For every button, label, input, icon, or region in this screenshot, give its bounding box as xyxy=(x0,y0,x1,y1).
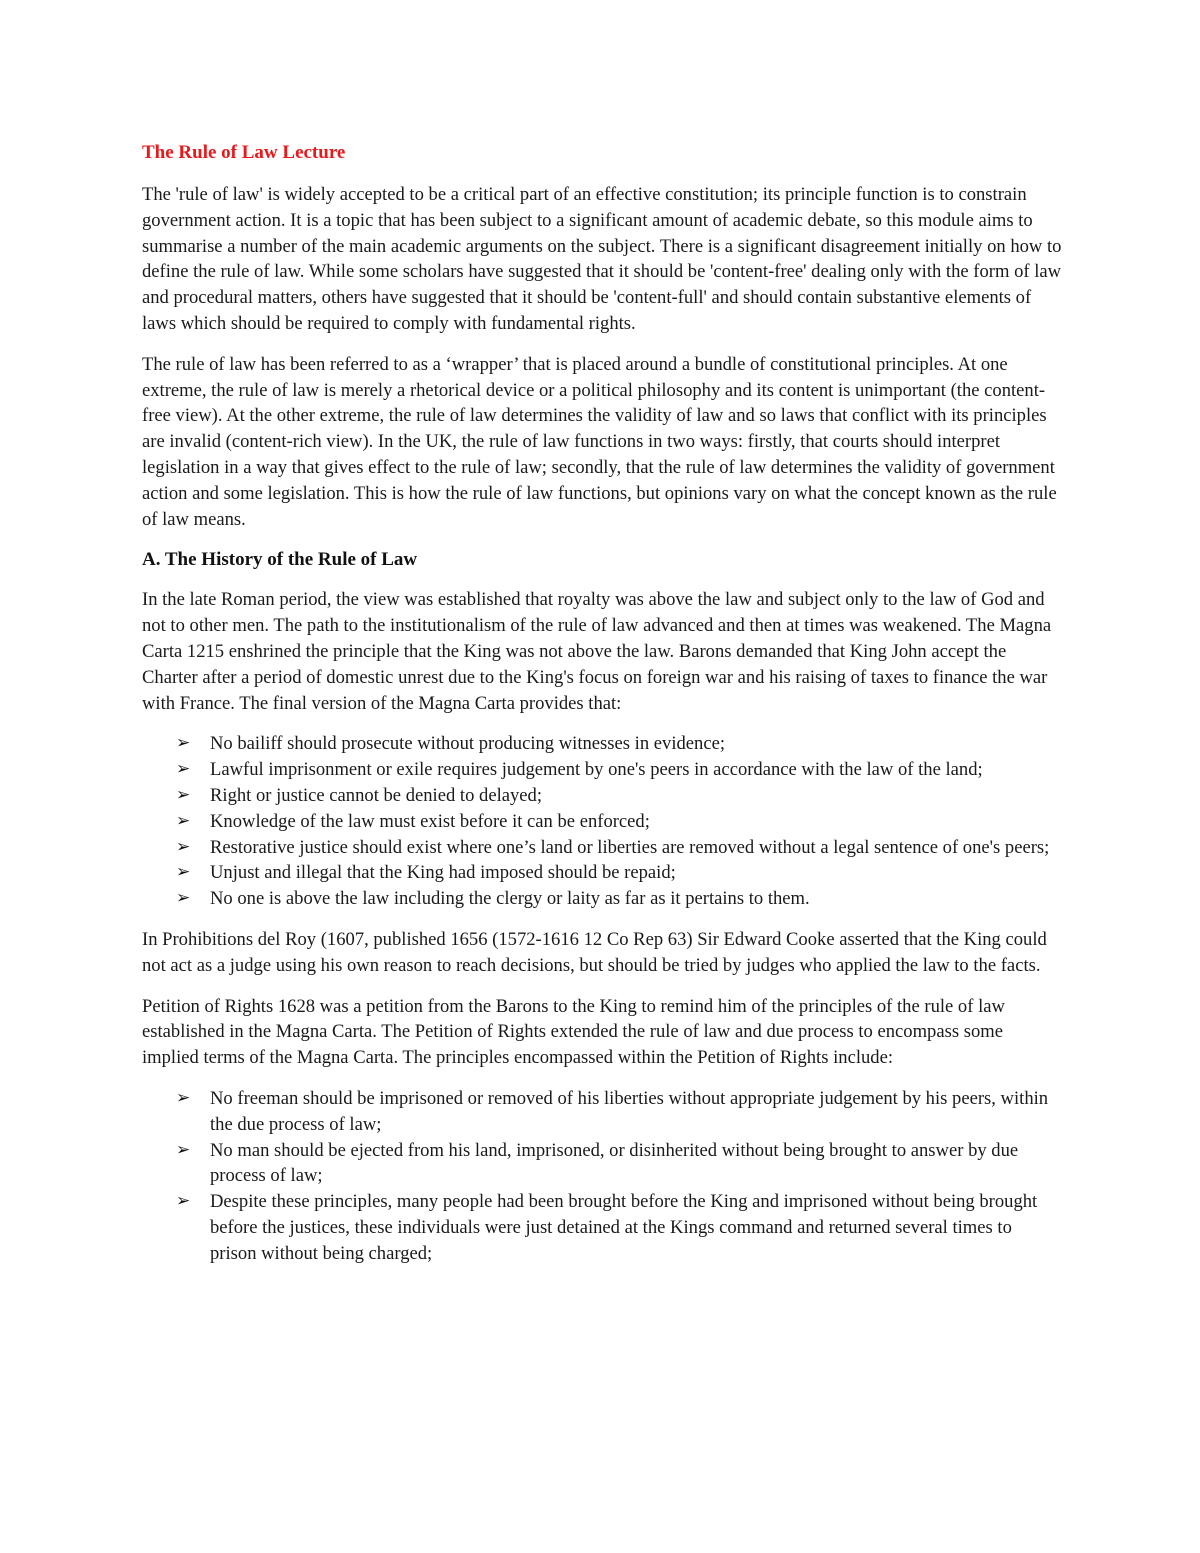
arrow-bullet-icon: ➢ xyxy=(176,836,191,857)
arrow-bullet-icon: ➢ xyxy=(176,733,191,754)
arrow-bullet-icon: ➢ xyxy=(176,810,191,831)
list-item xyxy=(142,886,1062,912)
list-item-text: Knowledge of the law must exist before it can be enforced; xyxy=(210,810,650,832)
list-item xyxy=(142,860,1062,886)
arrow-bullet-icon: ➢ xyxy=(176,888,191,909)
arrow-bullet-icon: ➢ xyxy=(176,862,191,883)
list-item-text: Restorative justice should exist where one’s land or liberties are removed without a legal sentence of one's peers; xyxy=(210,836,1050,858)
list-item-text: No man should be ejected from his land, imprisoned, or disinherited without being brought to answer by due process of law; xyxy=(210,1139,1019,1187)
list-item-text: No one is above the law including the clergy or laity as far as it pertains to them. xyxy=(210,888,810,910)
arrow-bullet-icon: ➢ xyxy=(176,1087,191,1108)
document-page xyxy=(142,140,1062,1281)
history-paragraph-1: In the late Roman period, the view was established that royalty was above the law and subject only to the law of God and not to other men. The path to the institutionalism of the rule of law advanced and then at times was weakened. The Magna Carta 1215 enshrined the principle that the King was not above the law. Barons demanded that King John accept the Charter after a period of domestic unrest due to the King's focus on foreign war and his raising of taxes to finance the war with France. The final version of the Magna Carta provides that: xyxy=(142,589,1052,714)
list-item xyxy=(142,1086,1062,1138)
arrow-bullet-icon: ➢ xyxy=(176,1191,191,1212)
list-item-text: Despite these principles, many people had been brought before the King and imprisoned without being brought before the justices, these individuals were just detained at the Kings command and returned several times to prison without being charged; xyxy=(210,1191,1038,1264)
list-item-text: No bailiff should prosecute without producing witnesses in evidence; xyxy=(210,733,726,755)
list-item xyxy=(142,1138,1062,1190)
list-item-text: Lawful imprisonment or exile requires judgement by one's peers in accordance with the law of the land; xyxy=(210,759,983,781)
list-item xyxy=(142,757,1062,783)
section-heading-history: A. The History of the Rule of Law xyxy=(142,549,418,571)
list-item-text: No freeman should be imprisoned or removed of his liberties without appropriate judgement by his peers, within the due process of law; xyxy=(210,1087,1049,1135)
intro-paragraph-2: The rule of law has been referred to as a ‘wrapper’ that is placed around a bundle of constitutional principles. At one extreme, the rule of law is merely a rhetorical device or a political philosophy and its content is unimportant (the content-free view). At the other extreme, the rule of law determines the validity of law and so laws that conflict with its principles are invalid (content-rich view). In the UK, the rule of law functions in two ways: firstly, that courts should interpret legislation in a way that gives effect to the rule of law; secondly, that the rule of law determines the validity of government action and some legislation. This is how the rule of law functions, but opinions vary on what the concept known as the rule of law means. xyxy=(142,353,1057,530)
list-item xyxy=(142,783,1062,809)
list-item xyxy=(142,731,1062,757)
list-item xyxy=(142,835,1062,861)
arrow-bullet-icon: ➢ xyxy=(176,784,191,805)
history-paragraph-3: Petition of Rights 1628 was a petition from the Barons to the King to remind him of the principles of the rule of law established in the Magna Carta. The Petition of Rights extended the rule of law and due process to encompass some implied terms of the Magna Carta. The principles encompassed within the Petition of Rights include: xyxy=(142,995,1005,1069)
list-item xyxy=(142,809,1062,835)
list-item-text: Unjust and illegal that the King had imposed should be repaid; xyxy=(210,862,676,884)
petition-of-rights-list xyxy=(142,1086,1062,1267)
arrow-bullet-icon: ➢ xyxy=(176,1139,191,1160)
magna-carta-list xyxy=(142,731,1062,912)
arrow-bullet-icon: ➢ xyxy=(176,759,191,780)
history-paragraph-2: In Prohibitions del Roy (1607, published 1656 (1572-1616 12 Co Rep 63) Sir Edward Cooke asserted that the King could not act as a judge using his own reason to reach decisions, but should be tried by judges who applied the law to the facts. xyxy=(142,928,1047,976)
list-item xyxy=(142,1189,1062,1266)
intro-paragraph-1: The 'rule of law' is widely accepted to be a critical part of an effective constitution; its principle function is to constrain government action. It is a topic that has been subject to a significant amount of academic debate, so this module aims to summarise a number of the main academic arguments on the subject. There is a significant disagreement initially on how to define the rule of law. While some scholars have suggested that it should be 'content-free' dealing only with the form of law and procedural matters, others have suggested that it should be 'content-full' and should contain substantive elements of laws which should be required to comply with fundamental rights. xyxy=(142,184,1062,334)
document-title: The Rule of Law Lecture xyxy=(142,142,346,163)
list-item-text: Right or justice cannot be denied to delayed; xyxy=(210,784,543,806)
